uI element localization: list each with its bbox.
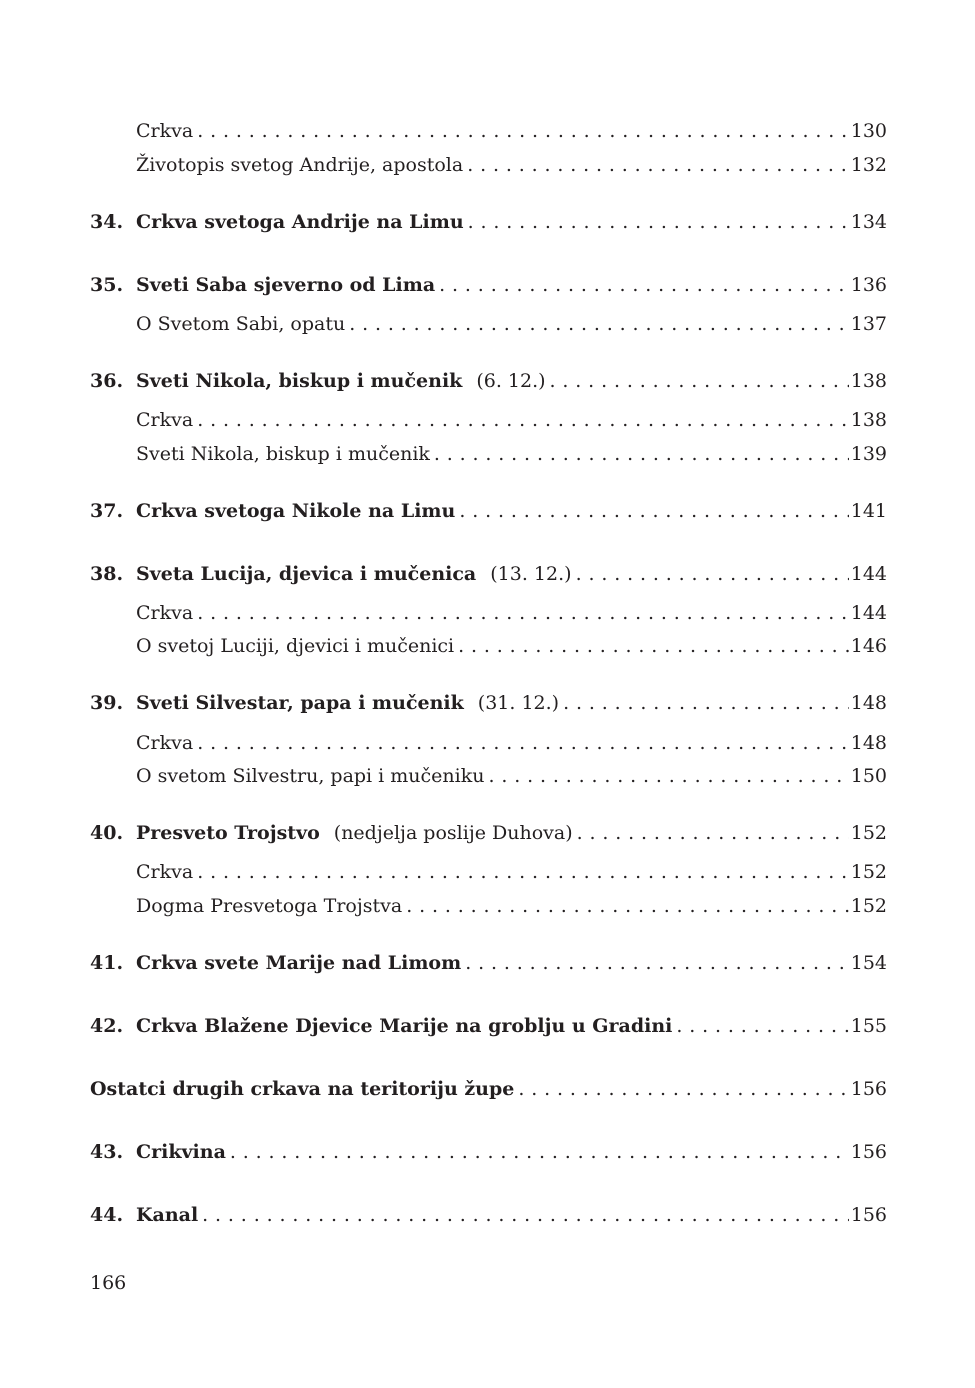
toc-entry-number: 43. (90, 1141, 124, 1163)
toc-entry-number: 41. (90, 952, 124, 974)
toc-entry-page: 155 (850, 1015, 887, 1037)
toc-entry-title: O svetoj Luciji, djevici i mučenici (136, 635, 455, 657)
dot-leader (468, 207, 849, 237)
table-of-contents (90, 0, 887, 1300)
toc-entry-number: 42. (90, 1015, 124, 1037)
toc-entry-page: 136 (850, 274, 887, 296)
dot-leader (467, 150, 849, 180)
dot-leader (563, 688, 849, 718)
toc-entry-date: (31. 12.) (477, 692, 560, 714)
toc-entry (90, 761, 887, 791)
toc-entry-page: 152 (850, 895, 887, 917)
toc-entry-page: 152 (850, 861, 887, 883)
toc-entry-number: 37. (90, 500, 124, 522)
dot-leader (518, 1074, 848, 1104)
toc-entry (90, 598, 887, 628)
toc-entry (90, 207, 887, 237)
toc-entry-number: 35. (90, 274, 124, 296)
toc-entry-date: (13. 12.) (490, 563, 572, 585)
page-number: 166 (90, 1272, 127, 1294)
toc-entry-title: Crkva svete Marije nad Limom (136, 952, 462, 974)
dot-leader (197, 598, 849, 628)
dot-leader (197, 728, 849, 758)
toc-entry-title: Sveta Lucija, djevica i mučenica (136, 563, 477, 585)
toc-entry-title: Crikvina (136, 1141, 226, 1163)
toc-entry-number: 38. (90, 563, 124, 585)
dot-leader (489, 761, 849, 791)
dot-leader (349, 309, 849, 339)
dot-leader (439, 270, 849, 300)
toc-entry-page: 141 (850, 500, 887, 522)
dot-leader (202, 1200, 849, 1230)
dot-leader (577, 818, 849, 848)
toc-entry (90, 559, 887, 589)
toc-section-heading (90, 1074, 887, 1104)
dot-leader (576, 559, 849, 589)
toc-entry-title: Životopis svetog Andrije, apostola (136, 154, 464, 176)
dot-leader (197, 116, 849, 146)
toc-entry (90, 116, 887, 146)
toc-entry-title: Crkva Blažene Djevice Marije na groblju u Gradini (136, 1015, 673, 1037)
toc-entry (90, 405, 887, 435)
toc-entry-title: Crkva (136, 861, 194, 883)
dot-leader (676, 1011, 848, 1041)
toc-entry-date: (nedjelja poslije Duhova) (333, 822, 573, 844)
toc-entry-page: 137 (850, 313, 887, 335)
toc-entry-title: Sveti Silvestar, papa i mučenik (136, 692, 464, 714)
dot-leader (230, 1137, 849, 1167)
toc-entry-page: 156 (850, 1078, 887, 1100)
dot-leader (550, 366, 849, 396)
toc-entry-title: Dogma Presvetoga Trojstva (136, 895, 403, 917)
toc-entry-page: 150 (850, 765, 887, 787)
toc-entry-title: Sveti Saba sjeverno od Lima (136, 274, 436, 296)
dot-leader (406, 891, 849, 921)
toc-entry (90, 439, 887, 469)
toc-entry (90, 496, 887, 526)
toc-entry (90, 857, 887, 887)
dot-leader (458, 631, 849, 661)
dot-leader (434, 439, 849, 469)
toc-entry-page: 154 (850, 952, 887, 974)
toc-entry-title: Crkva svetoga Nikole na Limu (136, 500, 456, 522)
toc-entry (90, 1011, 887, 1041)
toc-entry-page: 156 (850, 1141, 887, 1163)
toc-entry (90, 366, 887, 396)
toc-entry-page: 139 (850, 443, 887, 465)
toc-entry-page: 156 (850, 1204, 887, 1226)
toc-entry-title: O svetom Silvestru, papi i mučeniku (136, 765, 485, 787)
toc-entry-page: 130 (850, 120, 887, 142)
toc-entry-number: 44. (90, 1204, 124, 1226)
toc-entry-page: 148 (850, 692, 887, 714)
toc-entry (90, 891, 887, 921)
toc-entry (90, 270, 887, 300)
toc-entry-number: 36. (90, 370, 124, 392)
toc-entry-title: Crkva (136, 409, 194, 431)
toc-entry (90, 631, 887, 661)
toc-entry-page: 134 (850, 211, 887, 233)
toc-entry-title: Crkva svetoga Andrije na Limu (136, 211, 464, 233)
toc-entry (90, 818, 887, 848)
toc-entry-title: Crkva (136, 602, 194, 624)
toc-entry-title: Crkva (136, 120, 194, 142)
toc-entry (90, 728, 887, 758)
dot-leader (459, 496, 848, 526)
toc-entry (90, 948, 887, 978)
toc-entry-title: Sveti Nikola, biskup i mučenik (136, 370, 463, 392)
toc-entry-page: 132 (850, 154, 887, 176)
dot-leader (197, 405, 849, 435)
toc-entry (90, 688, 887, 718)
toc-entry-title: Crkva (136, 732, 194, 754)
toc-entry-page: 138 (850, 409, 887, 431)
toc-entry-page: 152 (850, 822, 887, 844)
dot-leader (465, 948, 849, 978)
toc-entry (90, 309, 887, 339)
toc-entry-page: 144 (850, 563, 887, 585)
toc-entry-title: Presveto Trojstvo (136, 822, 320, 844)
toc-entry-page: 144 (850, 602, 887, 624)
toc-entry (90, 1137, 887, 1167)
toc-entry-title: Ostatci drugih crkava na teritoriju župe (90, 1078, 515, 1100)
toc-entry (90, 150, 887, 180)
toc-entry-number: 39. (90, 692, 124, 714)
toc-entry-page: 148 (850, 732, 887, 754)
toc-entry-title: O Svetom Sabi, opatu (136, 313, 346, 335)
toc-entry-page: 138 (850, 370, 887, 392)
toc-entry-date: (6. 12.) (476, 370, 546, 392)
toc-entry (90, 1200, 887, 1230)
toc-entry-number: 40. (90, 822, 124, 844)
dot-leader (197, 857, 849, 887)
toc-entry-page: 146 (850, 635, 887, 657)
toc-entry-title: Kanal (136, 1204, 199, 1226)
toc-entry-title: Sveti Nikola, biskup i mučenik (136, 443, 430, 465)
toc-entry-number: 34. (90, 211, 124, 233)
